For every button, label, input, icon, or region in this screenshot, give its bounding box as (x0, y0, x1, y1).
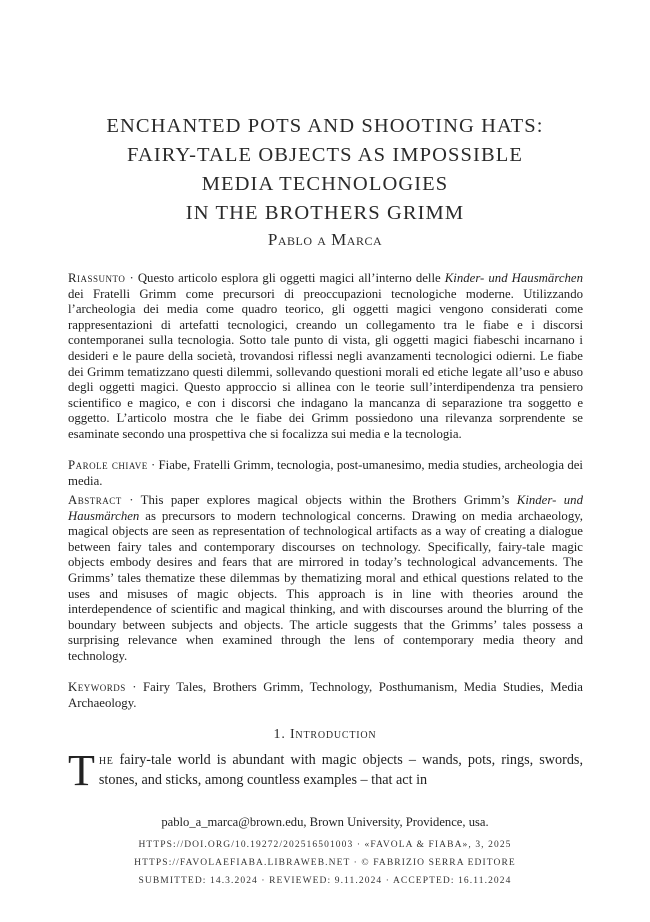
intro-paragraph (68, 746, 583, 795)
dates-line: SUBMITTED: 14.3.2024 · REVIEWED: 9.11.2024 · ACCEPTED: 16.11.2024 (138, 876, 512, 886)
abstract-label: Abstract (68, 493, 122, 507)
title-line-1: ENCHANTED POTS AND SHOOTING HATS: (106, 115, 544, 137)
abstract-italic-title: Kinder- und Hausmärchen (68, 493, 583, 523)
author-name: Pablo a Marca (267, 230, 383, 249)
parole-chiave-paragraph (68, 458, 583, 489)
title-line-2: FAIRY-TALE OBJECTS AS IMPOSSIBLE (127, 144, 523, 166)
parole-chiave-separator: · (147, 458, 159, 472)
keywords-paragraph (68, 680, 583, 711)
keywords-text: Fairy Tales, Brothers Grimm, Technology, Posthumanism, Media Studies, Media Archaeology. (68, 680, 583, 710)
section-title: Introduction (289, 727, 377, 742)
website-line: HTTPS://FAVOLAEFIABA.LIBRAWEB.NET · © FABRIZIO SERRA EDITORE (134, 858, 516, 868)
title-line-3: MEDIA TECHNOLOGIES (201, 173, 449, 195)
intro-smallcaps: he (98, 752, 114, 768)
abstract-text-b: as precursors to modern technological concerns. Drawing on media archaeology, magical objects are seen as representation of technological artifacts as a way of creating a dialogue between fairy tales and contemporary discourses on technology. Specifically, fairy-tale magic objects embody desires and fears that are mirrored in today’s technological advancements. The Grimms’ tales thematize these dilemmas by thematizing moral and ethical questions related to the uses and misuses of magic objects. This approach is in line with theories around the interdependence of scientific and magical thinking, and with discourses around the blurring of the boundary between subjects and objects. The article suggests that the Grimms’ tales possess a surprising relevance when examined through the lens of contemporary media theory and technology. (68, 508, 583, 663)
abstract-paragraph (68, 493, 583, 665)
keywords-label: Keywords (68, 680, 126, 694)
riassunto-text-a: Questo articolo esplora gli oggetti magici all’interno delle (137, 271, 445, 285)
title-line-4: IN THE BROTHERS GRIMM (185, 202, 465, 224)
riassunto-separator: · (125, 271, 138, 285)
riassunto-italic-title: Kinder- und Hausmärchen (444, 271, 583, 285)
parole-chiave-label: Parole chiave (68, 458, 148, 472)
doi-line: HTTPS://DOI.ORG/10.19272/202516501003 · «FAVOLA & FIABA», 3, 2025 (138, 840, 512, 850)
abstract-text-a: This paper explores magical objects within the Brothers Grimm’s (140, 493, 517, 507)
section-number: 1. (273, 727, 286, 742)
parole-chiave-text: Fiabe, Fratelli Grimm, tecnologia, post-umanesimo, media studies, archeologia dei media. (68, 458, 583, 488)
paper-title (40, 112, 610, 228)
riassunto-text-b: dei Fratelli Grimm come precursori di preoccupazioni tecnologiche moderne. Utilizzando l’archeologia dei media come quadro teorico, gli oggetti magici vengono considerati come rappresentazioni di artefatti tecnologici, creando un collegamento tra le fiabe e i discorsi contemporanei sulla tecnologia. Sotto tale punto di vista, gli oggetti magici fiabeschi incarnano i desideri e le paure della società, trovandosi riflessi negli avanzamenti tecnologici odierni. Le fiabe dei Grimm tematizzano questi dilemmi, sollevando questioni morali ed etiche legate all’uso e abuso degli oggetti magici. Questo approccio si allinea con le teorie sull’interdipendenza tra pensiero scientifico e magico, e con i discorsi che indagano la mancanza di separazione tra soggetto e oggetto. L’articolo mostra che le fiabe dei Grimm possiedono una rilevanza sorprendente se esaminate secondo una prospettiva che si focalizza sui media e la tecnologia. (68, 286, 583, 441)
riassunto-label: Riassunto (68, 271, 126, 285)
drop-cap: T (68, 746, 95, 795)
keywords-separator: · (125, 680, 143, 694)
intro-text: fairy-tale world is abundant with magic objects – wands, pots, rings, swords, stones, and sticks, among countless examples – that act in (98, 752, 583, 788)
author-affiliation: pablo_a_marca@brown.edu, Brown University, Providence, usa. (161, 815, 489, 829)
abstract-separator: · (121, 493, 141, 507)
riassunto-paragraph (68, 271, 583, 443)
section-heading (40, 727, 610, 743)
